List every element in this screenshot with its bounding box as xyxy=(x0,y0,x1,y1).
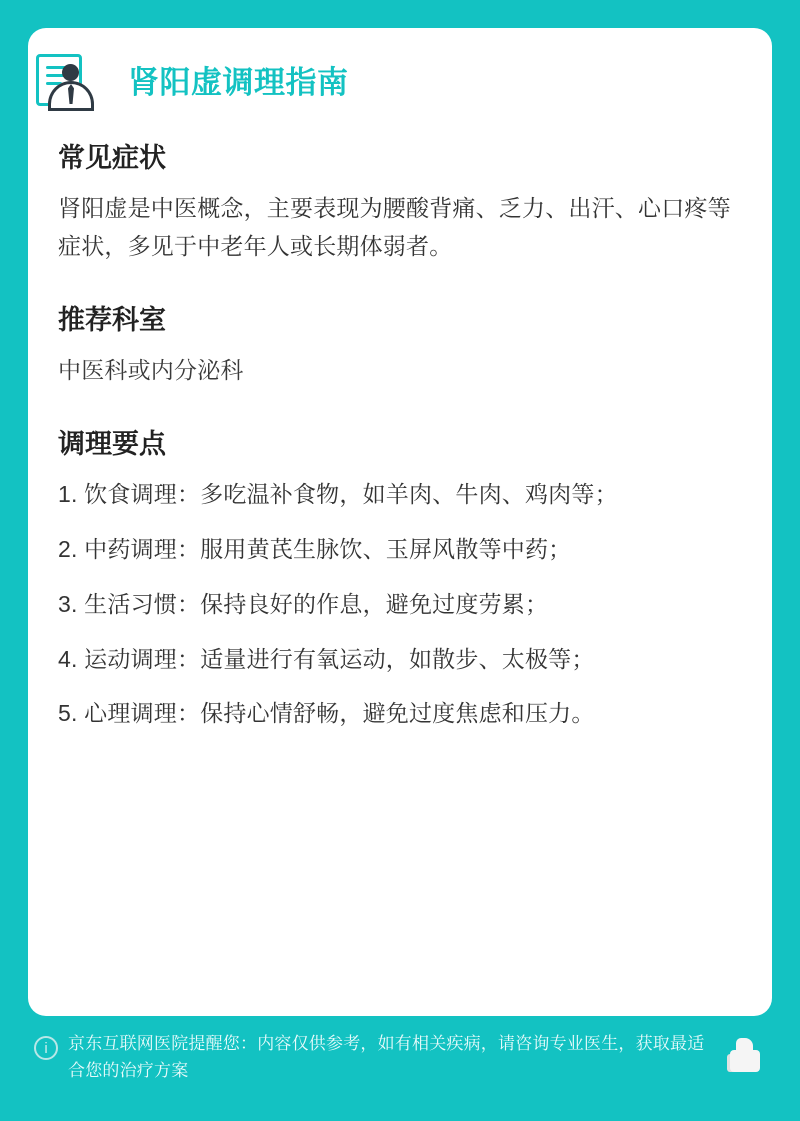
section-heading-symptoms: 常见症状 xyxy=(58,143,166,174)
disclaimer-text: 京东互联网医院提醒您：内容仅供参考，如有相关疾病，请咨询专业医生，获取最适合您的治疗方案 xyxy=(68,1034,705,1081)
info-icon: i xyxy=(34,1036,58,1060)
thumbs-up-icon[interactable] xyxy=(726,1036,766,1078)
section-heading-points: 调理要点 xyxy=(58,429,166,460)
list-item: 3. 生活习惯：保持良好的作息，避免过度劳累； xyxy=(58,590,549,617)
footer-bar xyxy=(28,1030,772,1100)
section-heading-department: 推荐科室 xyxy=(58,304,166,335)
list-item: 2. 中药调理：服用黄芪生脉饮、玉屏风散等中药； xyxy=(58,536,572,563)
section-text-symptoms: 肾阳虚是中医概念，主要表现为腰酸背痛、乏力、出汗、心口疼等症状，多见于中老年人或长期体弱者。 xyxy=(58,195,731,259)
document-person-icon xyxy=(36,54,98,116)
points-list xyxy=(58,476,742,732)
page-title: 肾阳虚调理指南 xyxy=(128,65,349,100)
content-card xyxy=(28,28,772,1016)
thumb-up-shape xyxy=(736,1038,753,1055)
section-text-department: 中医科或内分泌科 xyxy=(58,356,244,383)
list-item: 4. 运动调理：适量进行有氧运动，如散步、太极等； xyxy=(58,645,595,672)
list-item: 5. 心理调理：保持心情舒畅，避免过度焦虑和压力。 xyxy=(58,700,595,727)
person-head-shape xyxy=(62,64,79,81)
list-item: 1. 饮食调理：多吃温补食物，如羊肉、牛肉、鸡肉等； xyxy=(58,481,618,508)
